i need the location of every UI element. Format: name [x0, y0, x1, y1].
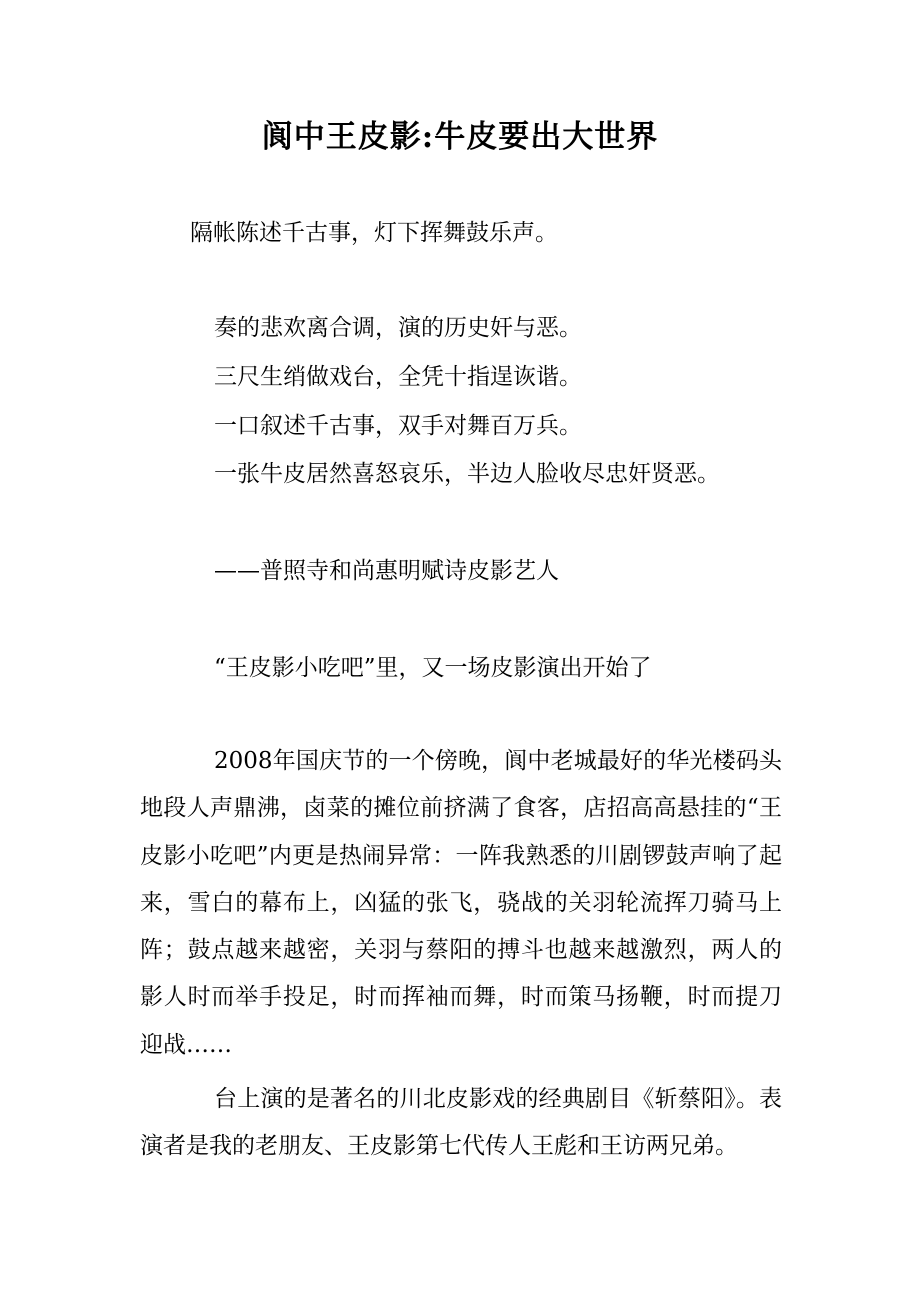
poem-line: 一张牛皮居然喜怒哀乐，半边人脸收尽忠奸贤恶。	[214, 461, 720, 487]
document-title: 阆中王皮影:牛皮要出大世界	[261, 119, 659, 155]
poem-line: 一口叙述千古事，双手对舞百万兵。	[214, 413, 582, 439]
subheading: “王皮影小吃吧”里，又一场皮影演出开始了	[214, 655, 652, 681]
poem-line: 奏的悲欢离合调，演的历史奸与恶。	[214, 315, 582, 341]
body-paragraph: 台上演的是著名的川北皮影戏的经典剧目《斩蔡阳》。表演者是我的老朋友、王皮影第七代传人王彪和王访两兄弟。	[140, 1086, 782, 1160]
attribution: ——普照寺和尚惠明赋诗皮影艺人	[214, 558, 559, 584]
body-paragraph: 2008年国庆节的一个傍晚，阆中老城最好的华光楼码头地段人声鼎沸，卤菜的摊位前挤满了食客，店招高高悬挂的“王皮影小吃吧”内更是热闹异常：一阵我熟悉的川剧锣鼓声响了起来，雪白的幕布上，凶猛的张飞，骁战的关羽轮流挥刀骑马上阵；鼓点越来越密，关羽与蔡阳的搏斗也越来越激烈，两人的影人时而举手投足，时而挥袖而舞，时而策马扬鞭，时而提刀迎战……	[140, 748, 782, 1058]
poem-line: 三尺生绡做戏台，全凭十指逞诙谐。	[214, 364, 582, 390]
epigraph: 隔帐陈述千古事，灯下挥舞鼓乐声。	[190, 220, 558, 246]
